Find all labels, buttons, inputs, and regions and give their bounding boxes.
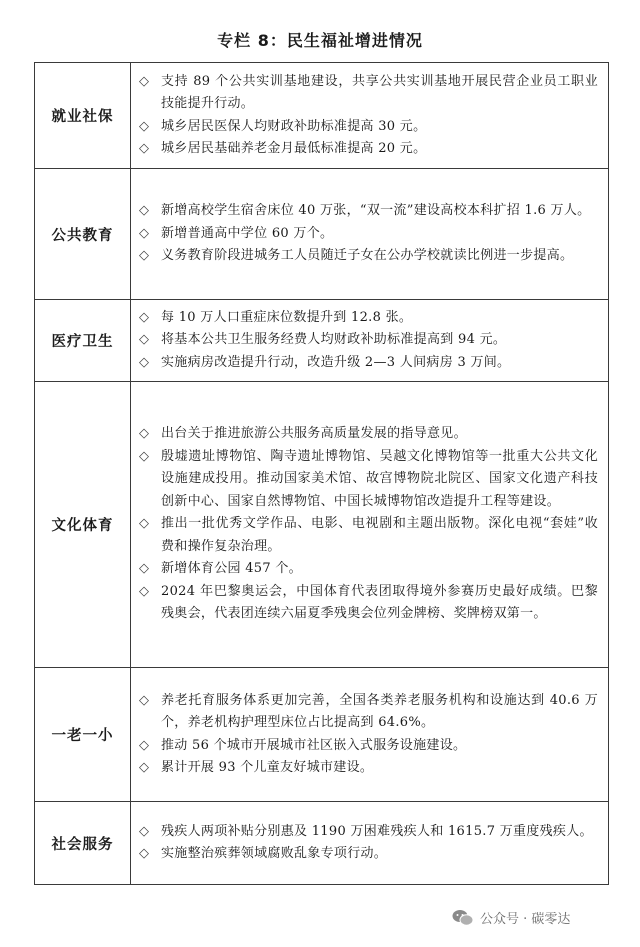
list-item-text: 累计开展 93 个儿童友好城市建设。 [161, 760, 374, 775]
category-items [131, 63, 609, 169]
list-item [139, 513, 598, 558]
diamond-bullet-icon: ◇ [139, 448, 149, 464]
list-item [139, 558, 598, 581]
list-item [139, 71, 598, 116]
list-item-text: 义务教育阶段进城务工人员随迁子女在公办学校就读比例进一步提高。 [161, 248, 574, 264]
list-item-text: 残疾人两项补贴分别惠及 1190 万困难残疾人和 1615.7 万重度残疾人。 [161, 823, 593, 839]
list-item [139, 245, 598, 268]
list-item [139, 352, 598, 375]
diamond-bullet-icon: ◇ [139, 225, 149, 241]
list-item-text: 新增体育公园 457 个。 [161, 561, 302, 577]
diamond-bullet-icon: ◇ [139, 203, 149, 219]
diamond-bullet-icon: ◇ [139, 248, 149, 264]
welfare-table [34, 62, 609, 885]
diamond-bullet-icon: ◇ [139, 692, 149, 708]
diamond-bullet-icon: ◇ [139, 309, 149, 325]
diamond-bullet-icon: ◇ [139, 118, 149, 134]
table-row [35, 63, 609, 169]
list-item [139, 138, 598, 161]
category-label: 一老一小 [35, 668, 131, 802]
wechat-icon [452, 909, 474, 927]
category-items [131, 300, 609, 382]
list-item-text: 2024 年巴黎奥运会，中国体育代表团取得境外参赛历史最好成绩。巴黎残奥会，代表团连续六届夏季残奥会位列金牌榜、奖牌榜双第一。 [161, 583, 598, 622]
list-item-text: 实施整治殡葬领域腐败乱象专项行动。 [161, 846, 388, 861]
list-item [139, 581, 598, 626]
list-item [139, 690, 598, 735]
list-item [139, 200, 598, 223]
list-item-text: 殷墟遗址博物馆、陶寺遗址博物馆、吴越文化博物馆等一批重大公共文化设施建成投用。推动国家美术馆、故宫博物院北院区、国家文化遗产科技创新中心、国家自然博物馆、中国长城博物馆改造提升工程等建设。 [161, 448, 598, 509]
diamond-bullet-icon: ◇ [139, 583, 149, 599]
list-item-text: 将基本公共卫生服务经费人均财政补助标准提高到 94 元。 [161, 332, 507, 348]
list-item-text: 推出一批优秀文学作品、电影、电视剧和主题出版物。深化电视“套娃”收费和操作复杂治理。 [161, 516, 598, 554]
list-item-text: 城乡居民基础养老金月最低标准提高 20 元。 [161, 141, 427, 156]
list-item-text: 城乡居民医保人均财政补助标准提高 30 元。 [161, 118, 427, 134]
list-item [139, 821, 598, 844]
category-items [131, 802, 609, 885]
list-item-text: 实施病房改造提升行动，改造升级 2—3 人间病房 3 万间。 [161, 354, 511, 370]
category-label: 社会服务 [35, 802, 131, 885]
list-item-text: 推动 56 个城市开展城市社区嵌入式服务设施建设。 [161, 737, 467, 753]
diamond-bullet-icon: ◇ [139, 141, 149, 156]
diamond-bullet-icon: ◇ [139, 354, 149, 370]
list-item-text: 养老托育服务体系更加完善，全国各类养老服务机构和设施达到 40.6 万个，养老机构护理型床位占比提高到 64.6%。 [161, 692, 598, 730]
diamond-bullet-icon: ◇ [139, 823, 149, 839]
list-item [139, 423, 598, 446]
watermark-text: 公众号 · 碳零达 [480, 912, 571, 927]
table-row [35, 668, 609, 802]
diamond-bullet-icon: ◇ [139, 561, 149, 577]
watermark [452, 908, 570, 927]
list-item [139, 307, 598, 330]
list-item-text: 出台关于推进旅游公共服务高质量发展的指导意见。 [161, 426, 467, 442]
diamond-bullet-icon: ◇ [139, 846, 149, 861]
table-row [35, 382, 609, 668]
list-item [139, 446, 598, 514]
list-item [139, 843, 598, 866]
diamond-bullet-icon: ◇ [139, 516, 149, 532]
table-row [35, 169, 609, 300]
table-row [35, 802, 609, 885]
table-row [35, 300, 609, 382]
list-item-text: 支持 89 个公共实训基地建设，共享公共实训基地开展民营企业员工职业技能提升行动。 [161, 73, 598, 111]
list-item [139, 116, 598, 139]
list-item-text: 新增高校学生宿舍床位 40 万张，“双一流”建设高校本科扩招 1.6 万人。 [161, 203, 591, 219]
list-item [139, 223, 598, 246]
page-title: 专栏 8：民生福祉增进情况 [217, 31, 423, 50]
diamond-bullet-icon: ◇ [139, 73, 149, 89]
category-label: 文化体育 [35, 382, 131, 668]
list-item-text: 新增普通高中学位 60 万个。 [161, 225, 334, 241]
list-item-text: 每 10 万人口重症床位数提升到 12.8 张。 [161, 309, 413, 325]
category-label: 公共教育 [35, 169, 131, 300]
category-items [131, 169, 609, 300]
category-items [131, 382, 609, 668]
diamond-bullet-icon: ◇ [139, 332, 149, 348]
diamond-bullet-icon: ◇ [139, 426, 149, 442]
category-items [131, 668, 609, 802]
category-label: 医疗卫生 [35, 300, 131, 382]
diamond-bullet-icon: ◇ [139, 760, 149, 775]
category-label: 就业社保 [35, 63, 131, 169]
diamond-bullet-icon: ◇ [139, 737, 149, 753]
list-item [139, 757, 598, 780]
list-item [139, 329, 598, 352]
list-item [139, 735, 598, 758]
